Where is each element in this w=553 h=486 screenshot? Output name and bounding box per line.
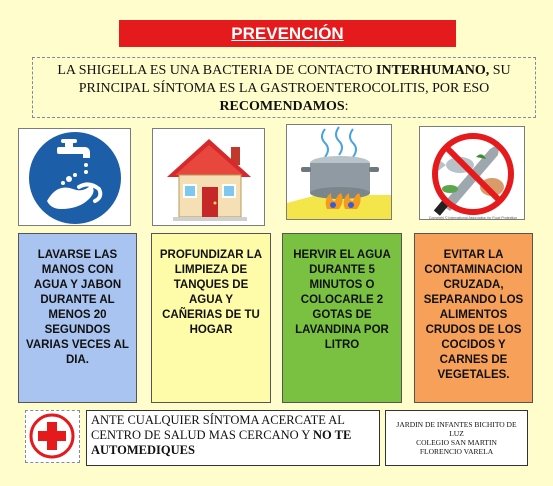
card-wash-hands: LAVARSE LAS MANOS CON AGUA Y JABON DURANTE AL MENOS 20 SEGUNDOS VARIAS VECES AL DIA. bbox=[18, 233, 137, 403]
card-clean-tanks: PROFUNDIZAR LA LIMPIEZA DE TANQUES DE AGUA Y CAÑERIAS DE TU HOGAR bbox=[151, 233, 271, 403]
intro-bold-2: RECOMENDAMOS bbox=[219, 99, 345, 114]
intro-bold-1: INTERHUMANO, bbox=[376, 63, 490, 78]
school-college: COLEGIO SAN MARTIN bbox=[416, 438, 497, 447]
boiling-pot-icon bbox=[286, 124, 392, 220]
icon-caption: Copyright © International Association for Food Protection bbox=[428, 216, 518, 220]
page-title: PREVENCIÓN bbox=[119, 20, 456, 47]
intro-text-2: SU PRINCIPAL SÍNTOMA ES LA GASTROENTEROCOLITIS, POR ESO bbox=[78, 63, 511, 96]
hand-washing-icon bbox=[18, 128, 131, 226]
intro-text-3: : bbox=[344, 99, 349, 114]
warning-bold: NO TE AUTOMEDIQUES bbox=[91, 428, 352, 457]
school-name: JARDIN DE INFANTES BICHITO DE LUZ bbox=[396, 420, 517, 438]
house-icon bbox=[152, 128, 265, 226]
intro-box bbox=[32, 57, 536, 118]
school-city: FLORENCIO VARELA bbox=[419, 447, 494, 456]
red-cross-icon bbox=[25, 410, 80, 463]
warning-box bbox=[86, 410, 380, 466]
card-avoid-contamination: EVITAR LA CONTAMINACION CRUZADA, SEPARANDO LOS ALIMENTOS CRUDOS DE LOS COCIDOS Y CARNES DE VEGETALES. bbox=[414, 233, 533, 403]
card-boil-water: HERVIR EL AGUA DURANTE 5 MINUTOS O COLOCARLE 2 GOTAS DE LAVANDINA POR LITRO bbox=[282, 233, 402, 403]
intro-text-1: LA SHIGELLA ES UNA BACTERIA DE CONTACTO bbox=[57, 63, 377, 78]
no-cross-contamination-icon bbox=[419, 126, 525, 220]
school-box bbox=[385, 410, 528, 466]
warning-text: ANTE CUALQUIER SÍNTOMA ACERCATE AL CENTRO DE SALUD MAS CERCANO Y bbox=[91, 413, 345, 442]
